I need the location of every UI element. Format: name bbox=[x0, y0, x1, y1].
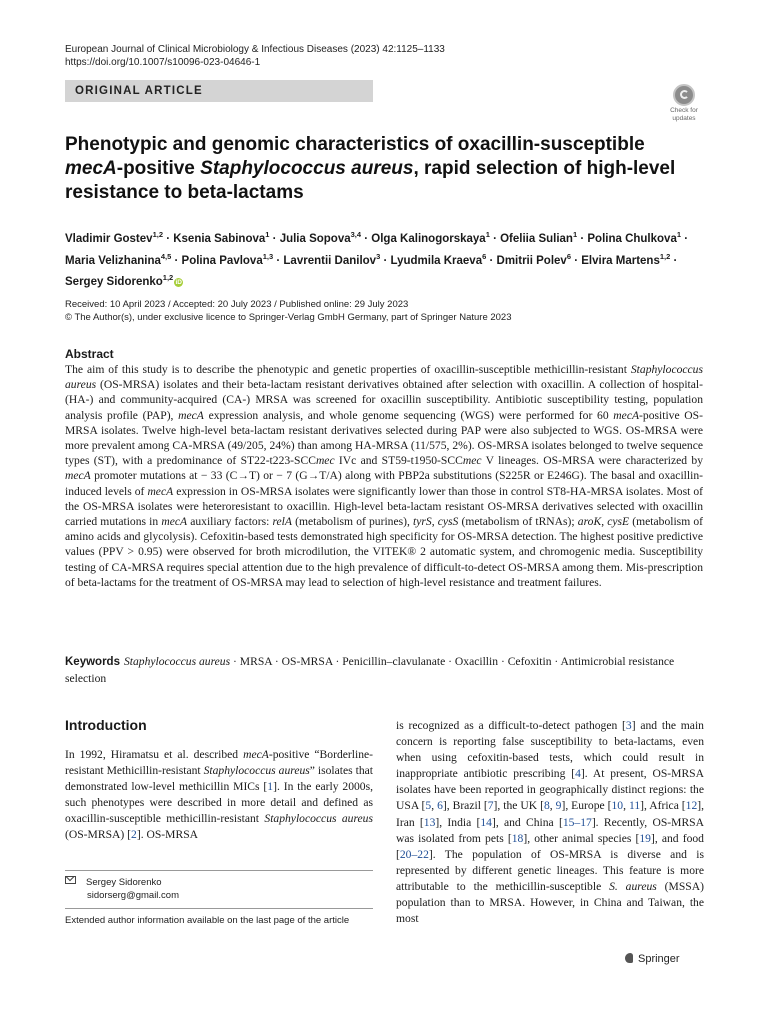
envelope-icon bbox=[65, 876, 76, 884]
extended-author-info: Extended author information available on the last page of the article bbox=[65, 915, 350, 926]
springer-horse-icon bbox=[624, 952, 634, 964]
author[interactable]: Lavrentii Danilov$^3$ bbox=[283, 251, 381, 267]
author[interactable]: Ksenia Sabinova$^1$ bbox=[173, 230, 270, 245]
author[interactable]: Lyudmila Kraeva$^6$ bbox=[390, 251, 487, 267]
citation-link[interactable]: 6 bbox=[437, 799, 443, 813]
doi-link[interactable]: https://doi.org/10.1007/s10096-023-04646-1 bbox=[65, 57, 261, 68]
publication-dates: Received: 10 April 2023 / Accepted: 20 July 2023 / Published online: 29 July 2023 bbox=[65, 299, 409, 310]
citation-link[interactable]: 11 bbox=[628, 799, 641, 813]
author[interactable]: Maria Velizhanina$^{4,5}$ bbox=[65, 251, 172, 267]
corresponding-author-footnote bbox=[65, 876, 179, 902]
citation-link[interactable]: 8 bbox=[543, 799, 550, 813]
author[interactable]: Sergey Sidorenko$^{1,2}$ bbox=[65, 273, 174, 289]
publisher-name: Springer bbox=[638, 953, 680, 965]
author[interactable]: Ofeliia Sulian$^1$ bbox=[500, 230, 578, 245]
author[interactable]: Julia Sopova$^{3,4}$ bbox=[279, 230, 362, 245]
citation-link[interactable]: 15–17 bbox=[562, 815, 592, 829]
introduction-right-column: is recognized as a difficult-to-detect pathogen [3] and the main concern is reporting false susceptibility to beta-lactams, even when using cefoxitin-based tests, which could result in inappropriate antibiotic prescribing [4]. At present, OS-MRSA isolates have been reported in geographically distinct regions: the USA [5, 6], Brazil [7], the UK [8, 9], Europe [10, 11], Africa [12], Iran [13], India [14], and China [15–17]. Recently, OS-MRSA was isolated from pets [18], other animal species [19], and food [20–22]. The population of OS-MRSA is diverse and is represented by different genetic lineages. This feature is more attributable to the methicillin-susceptible S. aureus (MSSA) population than to MRSA. However, in China and Taiwan, the most bbox=[396, 719, 705, 926]
citation-link[interactable]: 1 bbox=[267, 780, 274, 794]
author[interactable]: Vladimir Gostev$^{1,2}$ bbox=[65, 230, 163, 245]
abstract-text: The aim of this study is to describe the phenotypic and genetic properties of oxacillin-susceptible methicillin-resistant Staphylococcus aureus (OS-MRSA) isolates and their beta-lactam resistant derivatives obtained after selection with oxacillin. A collection of hospital- (HA-) and community-acquired (CA-) MRSA was screened for oxacillin susceptibility. Antibiotic susceptibility testing, population analysis profile (PAP), mecA expression analysis, and whole genome sequencing (WGS) were performed for 60 mecA-positive OS-MRSA isolates. Twelve high-level beta-lactam resistant derivatives selected during PAP were also subjected to WGS. OS-MRSA were more prevalent among CA-MRSA (49/205, 24%) than among HA-MRSA (11/575, 2%). OS-MRSA isolates belonged to twelve sequence types (ST), with a predominance of ST22-t223-SCCmec IVc and ST59-t1950-SCCmec V lineages. OS-MRSA were characterized by mecA promoter mutations at − 33 (C→T) or − 7 (G→T/A) along with PBP2a substitutions (S225R or E246G). The basal and oxacillin-induced levels of mecA expression in OS-MRSA isolates were significantly lower than those in control ST8-HA-MRSA isolates. Most of the OS-MRSA isolates were heteroresistant to oxacillin. High-level beta-lactam resistant OS-MRSA derivatives selected with oxacillin carried mutations in mecA auxiliary factors: relA (metabolism of purines), tyrS, cysS (metabolism of tRNAs); aroK, cysE (metabolism of amino acids and glycolysis). Cefoxitin-based tests demonstrated high specificity for OS-MRSA detection. The highest positive predictive values (PPV > 0.95) were observed for broth microdilution, the VITEK® 2 automatic system, and chromogenic media. Susceptibility testing of CA-MRSA requires special attention due to the high prevalence of difficult-to-detect OS-MRSA among them. Mis-prescription of beta-lactams for the treatment of OS-MRSA may lead to selection of high-level resistance and treatment failures. bbox=[65, 363, 704, 589]
footnote-divider-2 bbox=[65, 908, 373, 909]
journal-citation: European Journal of Clinical Microbiology & Infectious Diseases (2023) 42:1125–1133 bbox=[65, 44, 445, 55]
check-updates-line2: updates bbox=[672, 115, 696, 122]
citation-link[interactable]: 5 bbox=[425, 799, 432, 813]
citation-link[interactable]: 2 bbox=[131, 828, 137, 842]
article-type-banner: ORIGINAL ARTICLE bbox=[65, 80, 373, 102]
check-updates-icon bbox=[673, 84, 695, 106]
keywords-label: Keywords bbox=[65, 656, 120, 668]
citation-link[interactable]: 9 bbox=[555, 799, 562, 813]
citation-link[interactable]: 13 bbox=[423, 815, 436, 829]
citation-link[interactable]: 20–22 bbox=[399, 847, 429, 861]
author[interactable]: Polina Chulkova$^1$ bbox=[587, 230, 682, 245]
copyright-notice: © The Author(s), under exclusive licence to Springer-Verlag GmbH Germany, part of Springer Nature 2023 bbox=[65, 312, 512, 323]
citation-link[interactable]: 18 bbox=[511, 831, 524, 845]
author[interactable]: Polina Pavlova$^{1,3}$ bbox=[181, 251, 274, 267]
article-title: Phenotypic and genomic characteristics of oxacillin-susceptible mecA-positive Staphylococcus aureus, rapid selection of high-level resistance to beta-lactams bbox=[65, 134, 676, 203]
orcid-icon[interactable]: iD bbox=[175, 279, 182, 287]
corresponding-author-name: Sergey Sidorenko bbox=[86, 877, 162, 888]
citation-link[interactable]: 3 bbox=[625, 719, 632, 732]
publisher-logo bbox=[624, 952, 680, 966]
citation-link[interactable]: 7 bbox=[487, 799, 494, 813]
citation-link[interactable]: 12 bbox=[685, 799, 698, 813]
check-updates-line1: Check for bbox=[670, 107, 698, 114]
introduction-heading: Introduction bbox=[65, 717, 147, 733]
abstract-heading: Abstract bbox=[65, 347, 114, 361]
citation-link[interactable]: 14 bbox=[480, 815, 492, 829]
check-for-updates-badge[interactable] bbox=[664, 84, 704, 124]
footnote-divider bbox=[65, 870, 373, 871]
corresponding-author-email[interactable]: sidorserg@gmail.com bbox=[87, 890, 180, 901]
author-list: Vladimir Gostev$^{1,2}$ · Ksenia Sabinova$^1$ · Julia Sopova$^{3,4}$ · Olga Kalinogorskaya$^1$ · Ofeliia Sulian$^1$ · Polina Chulkova$^1$ · Maria Velizhanina$^{4,5}$ · Polina Pavlova$^{1,3}$ · Lavrentii Danilov$^3$ · Lyudmila Kraeva$^6$ · Dmitrii Polev$^6$ · Elvira Martens$^{1,2}$ · Sergey Sidorenko$^{1,2}$iD bbox=[65, 230, 689, 289]
author[interactable]: Olga Kalinogorskaya$^1$ bbox=[371, 230, 490, 245]
citation-link[interactable]: 10 bbox=[611, 799, 624, 813]
citation-link[interactable]: 19 bbox=[639, 831, 651, 845]
keywords: Keywords Staphylococcus aureus · MRSA · OS-MRSA · Penicillin–clavulanate · Oxacillin · Cefoxitin · Antimicrobial resistance selection bbox=[65, 655, 675, 685]
introduction-left-column: In 1992, Hiramatsu et al. described mecA-positive “Borderline-resistant Methicillin-resistant Staphylococcus aureus” isolates that demonstrated low-level methicillin MICs [1]. In the early 2000s, such phenotypes were described in more detail and defined as oxacillin-susceptible methicillin-resistant Staphylococcus aureus (OS-MRSA) [2]. OS-MRSA bbox=[65, 748, 374, 842]
author[interactable]: Dmitrii Polev$^6$ bbox=[496, 251, 571, 267]
citation-link[interactable]: 4 bbox=[575, 767, 581, 781]
author[interactable]: Elvira Martens$^{1,2}$ bbox=[581, 251, 671, 267]
